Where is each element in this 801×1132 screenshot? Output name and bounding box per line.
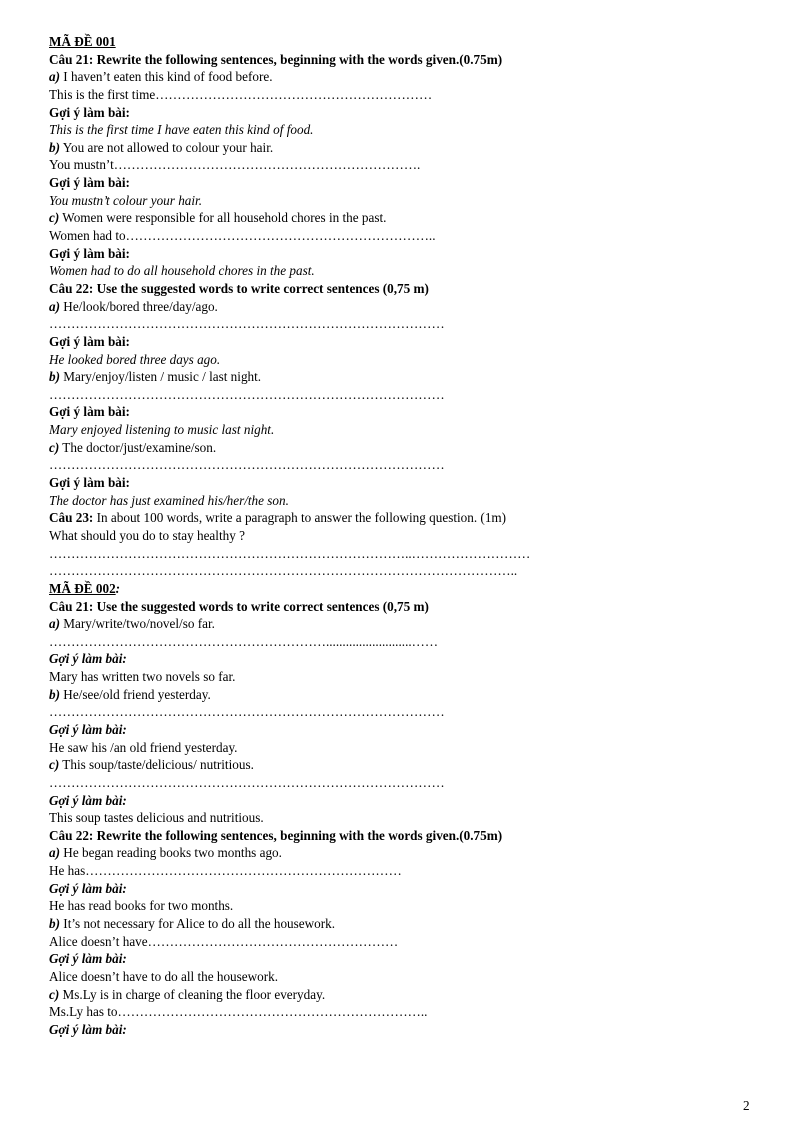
text-run: He/see/old friend yesterday. <box>60 686 211 702</box>
text-run: Gợi ý làm bài: <box>49 333 130 349</box>
text-line <box>49 492 769 510</box>
text-run: ……………………………………………………………………………… <box>49 774 445 790</box>
text-run: He/look/bored three/day/ago. <box>60 298 218 314</box>
text-run: I haven’t eaten this kind of food before. <box>60 69 273 85</box>
document-body <box>49 33 769 1039</box>
text-run: Ms.Ly has to…………………………………………………………….. <box>49 1004 428 1020</box>
text-run: ……………………………………………………………………………… <box>49 704 445 720</box>
text-run: b) <box>49 369 60 385</box>
text-line <box>49 809 769 827</box>
text-run: Gợi ý làm bài: <box>49 1021 127 1037</box>
text-line <box>49 386 769 404</box>
text-line <box>49 615 769 633</box>
text-line <box>49 333 769 351</box>
text-line <box>49 104 769 122</box>
text-run: a) <box>49 616 60 632</box>
text-line <box>49 421 769 439</box>
text-line <box>49 315 769 333</box>
text-line <box>49 739 769 757</box>
text-line <box>49 792 769 810</box>
text-line <box>49 509 769 527</box>
text-run: He began reading books two months ago. <box>60 845 282 861</box>
text-run: You mustn’t colour your hair. <box>49 192 203 208</box>
text-run: You are not allowed to colour your hair. <box>60 139 274 155</box>
text-line <box>49 756 769 774</box>
text-line <box>49 827 769 845</box>
text-run: ……………………………………………………………………………… <box>49 386 445 402</box>
text-run: c) <box>49 439 60 455</box>
text-run: Gợi ý làm bài: <box>49 104 130 120</box>
text-run: Alice doesn’t have………………………………………………… <box>49 933 399 949</box>
text-run: Câu 21: Use the suggested words to write correct sentences (0,75 m) <box>49 598 429 614</box>
text-line <box>49 33 769 51</box>
text-run: Câu 22: Use the suggested words to write correct sentences (0,75 m) <box>49 280 429 296</box>
text-run: The doctor has just examined his/her/the son. <box>49 492 289 508</box>
text-run: Gợi ý làm bài: <box>49 721 127 737</box>
text-line <box>49 915 769 933</box>
text-line <box>49 280 769 298</box>
text-line <box>49 368 769 386</box>
text-line <box>49 950 769 968</box>
text-run: MÃ ĐỀ 001 <box>49 34 116 49</box>
text-line <box>49 68 769 86</box>
text-run: a) <box>49 845 60 861</box>
text-line <box>49 580 769 598</box>
text-run: …………………………………………………………………………………………….. <box>49 563 518 579</box>
text-line <box>49 986 769 1004</box>
text-line <box>49 139 769 157</box>
text-run: Gợi ý làm bài: <box>49 951 127 967</box>
text-run: b) <box>49 139 60 155</box>
text-line <box>49 121 769 139</box>
text-run: In about 100 words, write a paragraph to answer the following question. (1m) <box>93 510 507 526</box>
text-run: ………………………………………………………..........................…… <box>49 633 439 649</box>
text-line <box>49 439 769 457</box>
text-run: b) <box>49 686 60 702</box>
text-run: Gợi ý làm bài: <box>49 792 127 808</box>
text-line <box>49 192 769 210</box>
text-line <box>49 545 769 563</box>
text-line <box>49 562 769 580</box>
text-run: He looked bored three days ago. <box>49 351 221 367</box>
text-line <box>49 1021 769 1039</box>
text-run: : <box>115 580 121 596</box>
text-run: a) <box>49 69 60 85</box>
text-line <box>49 880 769 898</box>
text-run: He saw his /an old friend yesterday. <box>49 739 238 755</box>
text-line <box>49 721 769 739</box>
text-line <box>49 245 769 263</box>
text-run: Gợi ý làm bài: <box>49 651 127 667</box>
text-run: The doctor/just/examine/son. <box>59 439 217 455</box>
text-run: ……………………………………………………………………………… <box>49 457 445 473</box>
text-line <box>49 298 769 316</box>
text-line <box>49 174 769 192</box>
text-run: What should you do to stay healthy ? <box>49 527 245 543</box>
text-line <box>49 650 769 668</box>
text-run: Câu 23: <box>49 510 94 526</box>
text-run: Ms.Ly is in charge of cleaning the floor everyday. <box>59 986 326 1002</box>
text-line <box>49 703 769 721</box>
page-number: 2 <box>743 1098 750 1113</box>
text-run: This soup tastes delicious and nutritious. <box>49 810 264 826</box>
text-line <box>49 156 769 174</box>
text-line <box>49 633 769 651</box>
text-run: Câu 22: Rewrite the following sentences, beginning with the words given.(0.75m) <box>49 827 503 843</box>
text-line <box>49 897 769 915</box>
text-line <box>49 933 769 951</box>
text-run: Gợi ý làm bài: <box>49 880 127 896</box>
text-line <box>49 1003 769 1021</box>
text-run: This is the first time I have eaten this kind of food. <box>49 122 314 138</box>
text-run: b) <box>49 916 60 932</box>
text-run: This is the first time……………………………………………………… <box>49 86 433 102</box>
text-run: Gợi ý làm bài: <box>49 404 130 420</box>
text-run: Women were responsible for all household chores in the past. <box>59 210 387 226</box>
text-line <box>49 456 769 474</box>
text-run: c) <box>49 757 60 773</box>
text-run: Mary/write/two/novel/so far. <box>60 616 215 632</box>
text-line <box>49 844 769 862</box>
text-run: Women had to…………………………………………………………….. <box>49 228 436 244</box>
text-run: Mary/enjoy/listen / music / last night. <box>60 369 262 385</box>
text-run: Mary has written two novels so far. <box>49 669 236 685</box>
text-line <box>49 968 769 986</box>
text-run: Gợi ý làm bài: <box>49 245 130 261</box>
text-line <box>49 774 769 792</box>
text-run: c) <box>49 986 60 1002</box>
text-run: c) <box>49 210 60 226</box>
text-run: ……………………………………………………………………………… <box>49 316 445 332</box>
text-line <box>49 527 769 545</box>
text-line <box>49 262 769 280</box>
text-run: a) <box>49 298 60 314</box>
text-run: Women had to do all household chores in the past. <box>49 263 315 279</box>
text-line <box>49 51 769 69</box>
text-run: Alice doesn’t have to do all the housework. <box>49 968 279 984</box>
text-line <box>49 86 769 104</box>
text-line <box>49 209 769 227</box>
text-line <box>49 403 769 421</box>
text-line <box>49 862 769 880</box>
text-run: You mustn’t……………………………………………………………. <box>49 157 421 173</box>
text-run: This soup/taste/delicious/ nutritious. <box>59 757 254 773</box>
text-run: He has……………………………………………………………… <box>49 863 402 879</box>
text-run: Gợi ý làm bài: <box>49 475 130 491</box>
text-run: Gợi ý làm bài: <box>49 175 130 191</box>
text-line <box>49 351 769 369</box>
text-line <box>49 668 769 686</box>
text-line <box>49 227 769 245</box>
text-run: Câu 21: Rewrite the following sentences, beginning with the words given.(0.75m) <box>49 51 503 67</box>
text-run: He has read books for two months. <box>49 898 234 914</box>
text-run: ………………………………………………………………………..……………………… <box>49 545 531 561</box>
text-run: MÃ ĐỀ 002 <box>49 580 116 596</box>
text-run: Mary enjoyed listening to music last night. <box>49 422 275 438</box>
text-line <box>49 686 769 704</box>
text-run: It’s not necessary for Alice to do all the housework. <box>60 916 336 932</box>
text-line <box>49 474 769 492</box>
text-line <box>49 598 769 616</box>
